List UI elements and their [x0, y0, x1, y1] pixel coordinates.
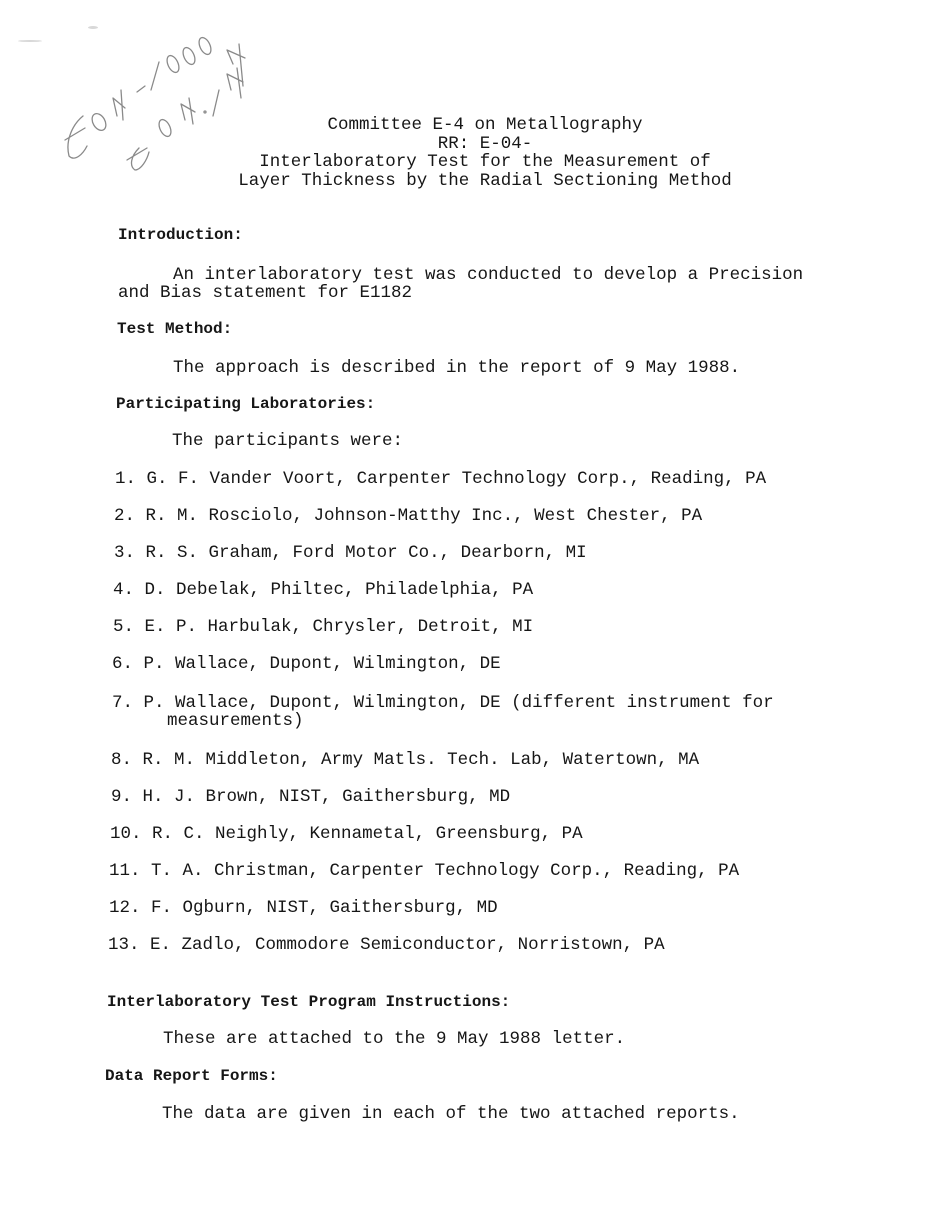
list-item — [113, 618, 533, 637]
report-number: RR: E-04- — [437, 133, 533, 154]
list-item-number: 2. — [114, 506, 136, 526]
list-item — [112, 655, 501, 674]
list-item-text: E. P. Harbulak, Chrysler, Detroit, MI — [144, 617, 534, 637]
test-title-line-1: Interlaboratory Test for the Measurement of — [259, 152, 711, 172]
list-item-number: 4. — [113, 580, 135, 600]
list-item-text: R. C. Neighly, Kennametal, Greensburg, PA — [152, 824, 583, 844]
list-item — [111, 788, 510, 807]
document-title-block — [160, 116, 810, 190]
list-item — [111, 751, 699, 770]
list-item — [114, 544, 587, 563]
list-item-number: 8. — [111, 750, 133, 770]
list-item-number: 1. — [115, 469, 137, 489]
list-item-number: 6. — [112, 654, 134, 674]
test-method-heading: Test Method: — [117, 320, 233, 338]
list-item-text: T. A. Christman, Carpenter Technology Corp., Reading, PA — [151, 861, 740, 881]
test-title-line-2: Layer Thickness by the Radial Sectioning Method — [238, 170, 732, 191]
list-item-text: G. F. Vander Voort, Carpenter Technology Corp., Reading, PA — [146, 469, 767, 489]
instructions-text: These are attached to the 9 May 1988 letter. — [163, 1029, 626, 1049]
list-item-text: R. M. Middleton, Army Matls. Tech. Lab, Watertown, MA — [142, 750, 700, 770]
list-item-number: 9. — [111, 787, 133, 807]
list-item — [113, 581, 533, 600]
introduction-text-line-1: An interlaboratory test was conducted to develop a Precision — [173, 265, 804, 285]
list-item-text: R. M. Rosciolo, Johnson-Matthy Inc., West Chester, PA — [145, 506, 703, 526]
data-report-heading: Data Report Forms: — [105, 1067, 278, 1085]
list-item-text: P. Wallace, Dupont, Wilmington, DE (different instrument for — [143, 693, 774, 713]
list-item — [114, 507, 702, 526]
list-item-number: 5. — [113, 617, 135, 637]
list-item — [109, 862, 739, 881]
list-item — [109, 899, 498, 918]
list-item-text: H. J. Brown, NIST, Gaithersburg, MD — [142, 787, 511, 807]
list-item — [115, 470, 766, 489]
list-item-number: 12. — [109, 898, 141, 918]
list-item-text: E. Zadlo, Commodore Semiconductor, Norristown, PA — [150, 935, 665, 955]
list-item-number: 11. — [109, 861, 141, 881]
list-item-number: 3. — [114, 543, 136, 563]
list-item-number: 10. — [110, 824, 142, 844]
scan-artifact — [88, 26, 98, 29]
list-item-number: 7. — [112, 693, 134, 713]
participating-labs-heading: Participating Laboratories: — [116, 395, 376, 413]
list-item — [108, 936, 665, 955]
list-item-text: R. S. Graham, Ford Motor Co., Dearborn, MI — [145, 543, 587, 563]
list-item — [110, 825, 583, 844]
list-item-continuation — [167, 712, 304, 731]
list-item-number: 13. — [108, 935, 140, 955]
list-item-text: F. Ogburn, NIST, Gaithersburg, MD — [151, 898, 498, 918]
committee-title: Committee E-4 on Metallography — [327, 115, 643, 135]
scan-artifact — [18, 40, 42, 42]
list-item-text: measurements) — [167, 711, 304, 731]
introduction-heading: Introduction: — [118, 226, 243, 244]
list-item — [112, 694, 774, 713]
data-report-text: The data are given in each of the two attached reports. — [162, 1104, 740, 1124]
list-item-text: D. Debelak, Philtec, Philadelphia, PA — [144, 580, 534, 600]
instructions-heading: Interlaboratory Test Program Instructions: — [107, 993, 511, 1011]
list-item-text: P. Wallace, Dupont, Wilmington, DE — [143, 654, 501, 674]
test-method-text: The approach is described in the report of 9 May 1988. — [173, 358, 741, 378]
participants-intro: The participants were: — [172, 431, 404, 451]
introduction-text-line-2: and Bias statement for E1182 — [118, 283, 413, 303]
